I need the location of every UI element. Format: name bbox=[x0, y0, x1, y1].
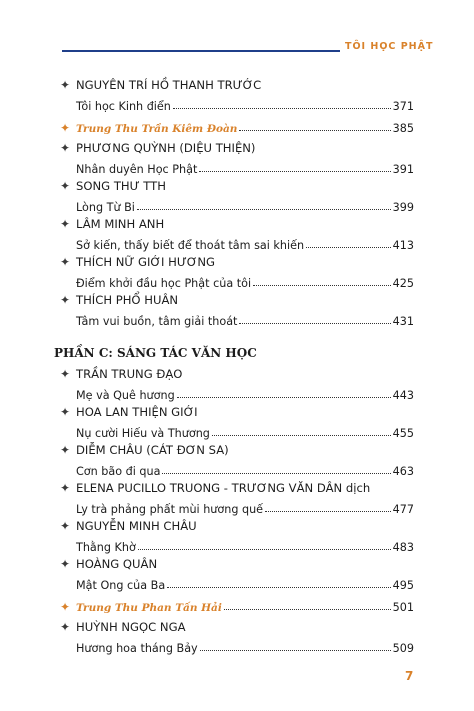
star-bullet-icon: ✦ bbox=[60, 121, 71, 135]
toc-author: PHƯƠNG QUỲNH (DIỆU THIỆN) bbox=[76, 140, 256, 155]
star-bullet-icon: ✦ bbox=[60, 619, 71, 634]
star-bullet-icon: ✦ bbox=[60, 518, 71, 533]
toc-author: HUỲNH NGỌC NGA bbox=[76, 619, 186, 634]
toc-item bbox=[60, 75, 414, 113]
star-bullet-icon: ✦ bbox=[60, 77, 71, 92]
star-bullet-icon: ✦ bbox=[60, 140, 71, 155]
toc-page: 391 bbox=[392, 163, 414, 176]
star-bullet-icon: ✦ bbox=[60, 442, 71, 457]
leader-dots bbox=[173, 108, 391, 109]
toc-author: ELENA PUCILLO TRUONG - TRƯƠNG VĂN DÂN dịch bbox=[76, 480, 371, 495]
toc-title: Thằng Khờ bbox=[76, 541, 136, 554]
toc-author: NGUYỄN MINH CHÂU bbox=[76, 518, 197, 533]
toc-item bbox=[60, 554, 414, 592]
star-bullet-icon: ✦ bbox=[60, 216, 71, 231]
toc-page: 371 bbox=[392, 100, 414, 113]
toc-item bbox=[60, 440, 414, 478]
toc-title: Cơn bão đi qua bbox=[76, 465, 161, 478]
toc-item bbox=[60, 138, 414, 176]
toc-item bbox=[60, 252, 414, 290]
star-bullet-icon: ✦ bbox=[60, 292, 71, 307]
section-heading: PHẦN C: SÁNG TÁC VĂN HỌC bbox=[54, 346, 257, 360]
toc-page: 413 bbox=[392, 239, 414, 252]
toc-page: 509 bbox=[392, 642, 414, 655]
leader-dots bbox=[253, 285, 391, 286]
toc-item bbox=[60, 617, 414, 655]
star-bullet-icon: ✦ bbox=[60, 366, 71, 381]
leader-dots bbox=[199, 171, 390, 172]
toc-author: LÂM MINH ANH bbox=[76, 216, 165, 231]
leader-dots bbox=[239, 323, 390, 324]
toc-item bbox=[60, 290, 414, 328]
star-bullet-icon: ✦ bbox=[60, 254, 71, 269]
toc-page: 399 bbox=[392, 201, 414, 214]
toc-page: 455 bbox=[392, 427, 414, 440]
toc-title: Tôi học Kinh điển bbox=[76, 100, 171, 113]
leader-dots bbox=[200, 650, 391, 651]
toc-page: 431 bbox=[392, 315, 414, 328]
leader-dots bbox=[162, 473, 390, 474]
toc-title: Nhân duyên Học Phật bbox=[76, 163, 198, 176]
toc-title: Điểm khởi đầu học Phật của tôi bbox=[76, 277, 252, 290]
leader-dots bbox=[167, 587, 390, 588]
toc-item bbox=[60, 478, 414, 516]
leader-dots bbox=[212, 435, 391, 436]
header-rule bbox=[62, 50, 340, 52]
toc-item bbox=[60, 402, 414, 440]
toc-page: 501 bbox=[392, 601, 414, 614]
toc-title: Sở kiến, thấy biết để thoát tâm sai khiến bbox=[76, 239, 305, 252]
toc-special-item bbox=[60, 595, 414, 614]
toc-item bbox=[60, 516, 414, 554]
toc-author: TRẦN TRUNG ĐẠO bbox=[76, 366, 183, 381]
toc-author: SONG THƯ TTH bbox=[76, 178, 166, 193]
toc-title: Mật Ong của Ba bbox=[76, 579, 166, 592]
toc-author: DIỄM CHÂU (CÁT ĐƠN SA) bbox=[76, 442, 229, 457]
toc-page: 443 bbox=[392, 389, 414, 402]
toc-author: NGUYÊN TRÍ HỒ THANH TRƯỚC bbox=[76, 77, 262, 92]
star-bullet-icon: ✦ bbox=[60, 178, 71, 193]
toc-title: Mẹ và Quê hương bbox=[76, 389, 175, 402]
toc-item bbox=[60, 364, 414, 402]
toc-author: HOÀNG QUÂN bbox=[76, 556, 158, 571]
toc-special-item bbox=[60, 116, 414, 135]
toc-title: Ly trà phảng phất mùi hương quế bbox=[76, 503, 264, 516]
leader-dots bbox=[137, 209, 391, 210]
page-number: 7 bbox=[405, 669, 414, 683]
toc-page: 385 bbox=[392, 122, 414, 135]
leader-dots bbox=[177, 397, 391, 398]
toc-author: HOA LAN THIỆN GIỚI bbox=[76, 404, 198, 419]
leader-dots bbox=[138, 549, 391, 550]
toc-title: Hương hoa tháng Bảy bbox=[76, 642, 198, 655]
star-bullet-icon: ✦ bbox=[60, 404, 71, 419]
toc-page: 425 bbox=[392, 277, 414, 290]
star-bullet-icon: ✦ bbox=[60, 480, 71, 495]
table-of-contents bbox=[54, 75, 414, 655]
leader-dots bbox=[306, 247, 391, 248]
toc-title: Lòng Từ Bi bbox=[76, 201, 135, 214]
toc-author: THÍCH PHỔ HUÂN bbox=[76, 292, 179, 307]
toc-item bbox=[60, 176, 414, 214]
running-header: TÔI HỌC PHẬT bbox=[345, 41, 434, 52]
toc-special-title: Trung Thu Trần Kiêm Đoàn bbox=[76, 123, 238, 135]
toc-page: 477 bbox=[392, 503, 414, 516]
toc-page: 495 bbox=[392, 579, 414, 592]
toc-title: Tâm vui buồn, tâm giải thoát bbox=[76, 315, 238, 328]
toc-author: THÍCH NỮ GIỚI HƯƠNG bbox=[76, 254, 216, 269]
leader-dots bbox=[224, 609, 391, 610]
toc-page: 463 bbox=[392, 465, 414, 478]
toc-page: 483 bbox=[392, 541, 414, 554]
toc-item bbox=[60, 214, 414, 252]
star-bullet-icon: ✦ bbox=[60, 600, 71, 614]
leader-dots bbox=[265, 511, 391, 512]
leader-dots bbox=[239, 130, 390, 131]
toc-title: Nụ cười Hiếu và Thương bbox=[76, 427, 210, 440]
toc-special-title: Trung Thu Phan Tấn Hải bbox=[76, 602, 222, 614]
star-bullet-icon: ✦ bbox=[60, 556, 71, 571]
